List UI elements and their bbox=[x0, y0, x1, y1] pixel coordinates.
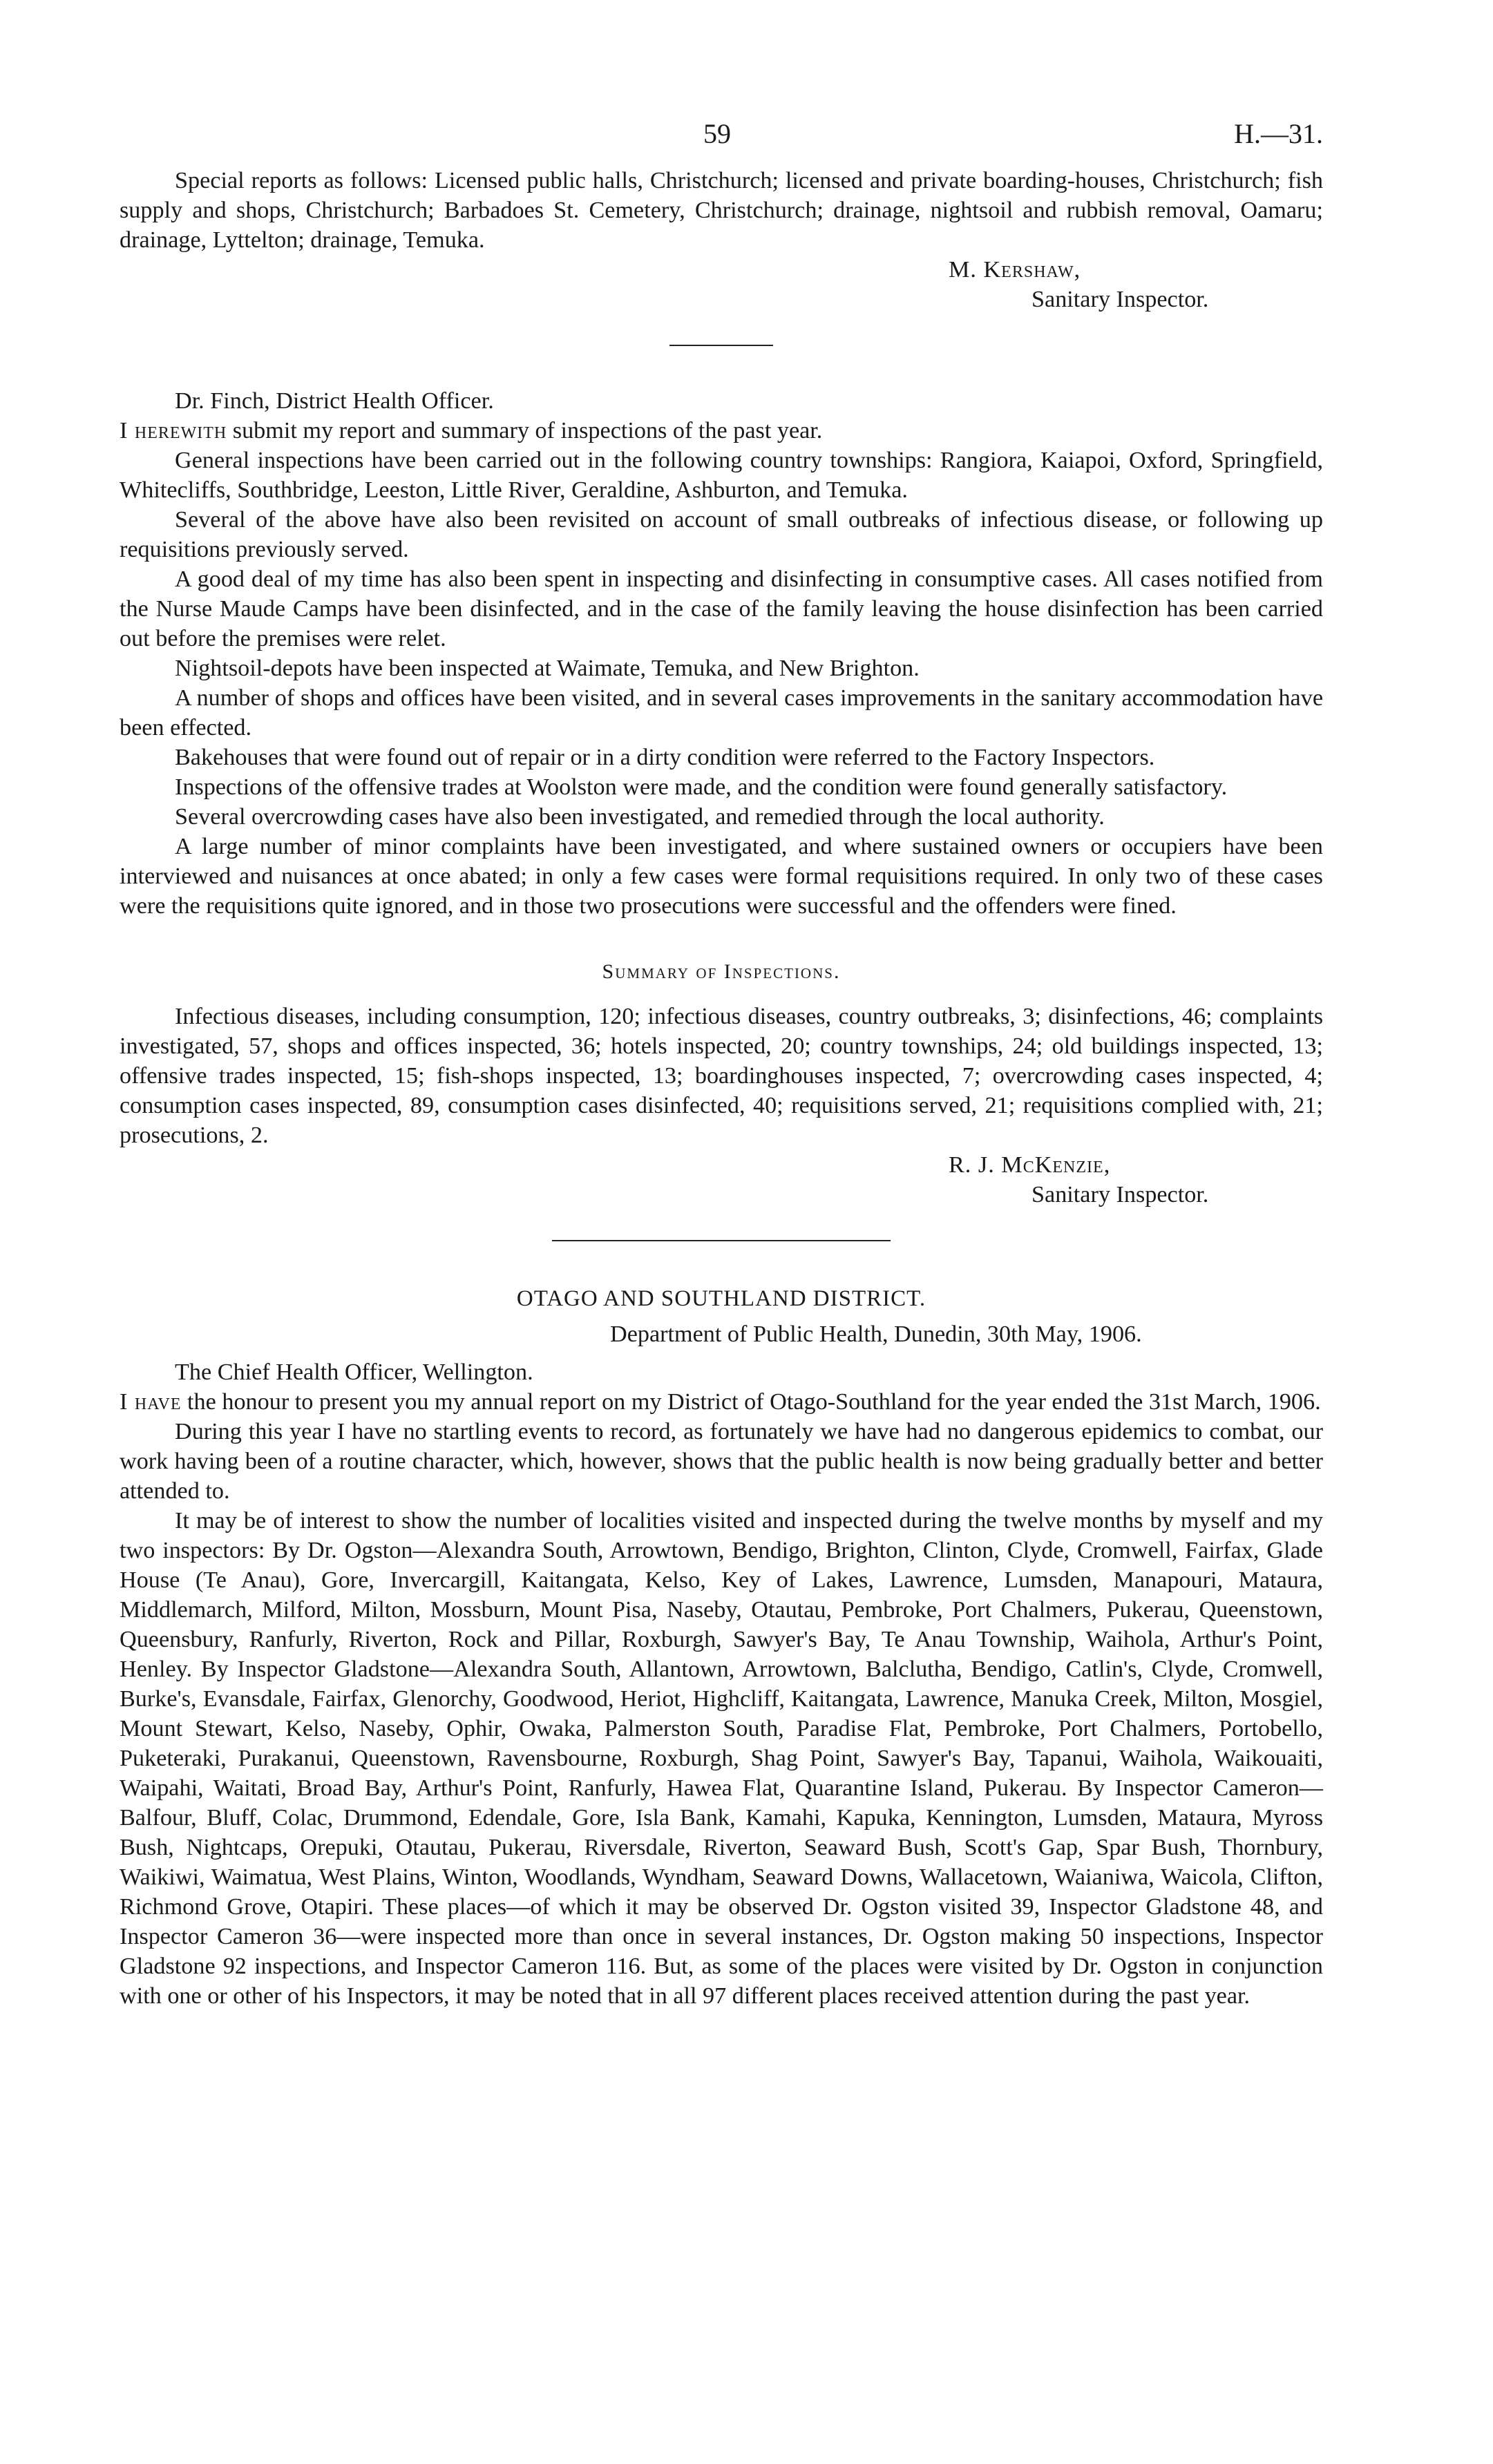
document-reference: H.—31. bbox=[1234, 118, 1323, 149]
special-reports-paragraph: Special reports as follows: Licensed public halls, Christchurch; licensed and private boarding-houses, Christchurch; fish supply and shops, Christchurch; Barbadoes St. Cemetery, Christchurch; drainage, nightsoil and rubbish removal, Oamaru; drainage, Lyttelton; drainage, Temuka. bbox=[120, 168, 1323, 253]
dateline: Department of Public Health, Dunedin, 30th May, 1906. bbox=[610, 1321, 1142, 1347]
section-divider bbox=[552, 1240, 891, 1241]
report-paragraph: During this year I have no startling events to record, as fortunately we have had no dangerous epidemics to combat, our work having been of a routine character, which, however, shows that the public health is now being gradually better and better attended to. bbox=[120, 1419, 1323, 1504]
signature-title: Sanitary Inspector. bbox=[1031, 287, 1209, 312]
report-paragraph: Bakehouses that were found out of repair or in a dirty condition were referred to the Factory Inspectors. bbox=[175, 745, 1155, 770]
district-heading: OTAGO AND SOUTHLAND DISTRICT. bbox=[516, 1286, 926, 1311]
signature-name: R. J. McKenzie, bbox=[949, 1152, 1111, 1178]
document-page bbox=[120, 117, 1323, 2011]
report-paragraph: Nightsoil-depots have been inspected at Waimate, Temuka, and New Brighton. bbox=[175, 656, 920, 681]
opening-paragraph bbox=[120, 1387, 1323, 1417]
opening-word: I have bbox=[120, 1389, 182, 1415]
signature-mckenzie bbox=[949, 1150, 1323, 1210]
addressee-line: Dr. Finch, District Health Officer. bbox=[175, 388, 494, 414]
report-paragraph: General inspections have been carried out in the following country townships: Rangiora, Kaiapoi, Oxford, Springfield, Whitecliffs, Southbridge, Leeston, Little River, Geraldine, Ashburton, and Temuka. bbox=[120, 448, 1323, 503]
opening-text: the honour to present you my annual report on my District of Otago-Southland for the year ended the 31st March, 1906. bbox=[181, 1389, 1321, 1415]
report-paragraph: Several overcrowding cases have also been investigated, and remedied through the local authority. bbox=[175, 804, 1105, 830]
report-paragraph: It may be of interest to show the number of localities visited and inspected during the twelve months by myself and my two inspectors: By Dr. Ogston—Alexandra South, Arrowtown, Bendigo, Brighton, Clinton, Clyde, Cromwell, Fairfax, Glade House (Te Anau), Gore, Invercargill, Kaitangata, Kelso, Key of Lakes, Lawrence, Lumsden, Manapouri, Mataura, Middlemarch, Milford, Milton, Mossburn, Mount Pisa, Naseby, Otautau, Pembroke, Port Chalmers, Pukerau, Queenstown, Queensbury, Ranfurly, Riverton, Rock and Pillar, Roxburgh, Sawyer's Bay, Te Anau Township, Waihola, Arthur's Point, Henley. By Inspector Gladstone—Alexandra South, Allantown, Arrowtown, Balclutha, Bendigo, Catlin's, Clyde, Cromwell, Burke's, Evansdale, Fairfax, Glenorchy, Goodwood, Heriot, Highcliff, Kaitangata, Lawrence, Manuka Creek, Milton, Mosgiel, Mount Stewart, Kelso, Naseby, Ophir, Owaka, Palmerston South, Paradise Flat, Pembroke, Port Chalmers, Portobello, Puketeraki, Purakanui, Queenstown, Ravensbourne, Roxburgh, Shag Point, Sawyer's Bay, Tapanui, Waihola, Waikouaiti, Waipahi, Waitati, Broad Bay, Arthur's Point, Ranfurly, Hawea Flat, Quarantine Island, Pukerau. By Inspector Cameron—Balfour, Bluff, Colac, Drummond, Edendale, Gore, Isla Bank, Kamahi, Kapuka, Kennington, Lumsden, Mataura, Myross Bush, Nightcaps, Orepuki, Otautau, Pukerau, Riversdale, Riverton, Seaward Bush, Scott's Gap, Spar Bush, Thornbury, Waikiwi, Waimatua, West Plains, Winton, Woodlands, Wyndham, Seaward Downs, Wallacetown, Waianiwa, Waicola, Clifton, Richmond Grove, Otapiri. These places—of which it may be observed Dr. Ogston visited 39, Inspector Gladstone 48, and Inspector Cameron 36—were inspected more than once in several instances, Dr. Ogston making 50 inspections, Inspector Gladstone 92 inspections, and Inspector Cameron 116. But, as some of the places were visited by Dr. Ogston in conjunction with one or other of his Inspectors, it may be noted that in all 97 different places received attention during the past year. bbox=[120, 1508, 1323, 2009]
page-header bbox=[120, 117, 1323, 166]
signature-name: M. Kershaw, bbox=[949, 257, 1081, 283]
addressee-line: The Chief Health Officer, Wellington. bbox=[175, 1359, 533, 1385]
report-paragraph: A good deal of my time has also been spent in inspecting and disinfecting in consumptive cases. All cases notified from the Nurse Maude Camps have been disinfected, and in the case of the family leaving the house disinfection has been carried out before the premises were relet. bbox=[120, 566, 1323, 651]
report-paragraph: A number of shops and offices have been visited, and in several cases improvements in the sanitary accommodation have been effected. bbox=[120, 685, 1323, 741]
signature-title: Sanitary Inspector. bbox=[1031, 1182, 1209, 1207]
report-paragraph: A large number of minor complaints have been investigated, and where sustained owners or occupiers have been interviewed and nuisances at once abated; in only a few cases were formal requisitions required. In only two of these cases were the requisitions quite ignored, and in those two prosecutions were successful and the offenders were fined. bbox=[120, 834, 1323, 919]
report-paragraph: Inspections of the offensive trades at Woolston were made, and the condition were found generally satisfactory. bbox=[175, 774, 1228, 800]
signature-kershaw bbox=[949, 255, 1323, 314]
opening-paragraph bbox=[120, 416, 1323, 446]
summary-paragraph: Infectious diseases, including consumption, 120; infectious diseases, country outbreaks, 3; disinfections, 46; complaints investigated, 57, shops and offices inspected, 36; hotels inspected, 20; country townships, 24; old buildings inspected, 13; offensive trades inspected, 15; fish-shops inspected, 13; boardinghouses inspected, 7; overcrowding cases inspected, 4; consumption cases inspected, 89, consumption cases disinfected, 40; requisitions served, 21; requisitions complied with, 21; prosecutions, 2. bbox=[120, 1004, 1323, 1148]
opening-word: I herewith bbox=[120, 418, 227, 443]
page-number: 59 bbox=[703, 118, 731, 149]
opening-text: submit my report and summary of inspections of the past year. bbox=[227, 418, 823, 443]
section-divider bbox=[669, 345, 773, 346]
summary-heading: Summary of Inspections. bbox=[602, 960, 841, 983]
report-paragraph: Several of the above have also been revisited on account of small outbreaks of infectious disease, or following up requisitions previously served. bbox=[120, 507, 1323, 562]
